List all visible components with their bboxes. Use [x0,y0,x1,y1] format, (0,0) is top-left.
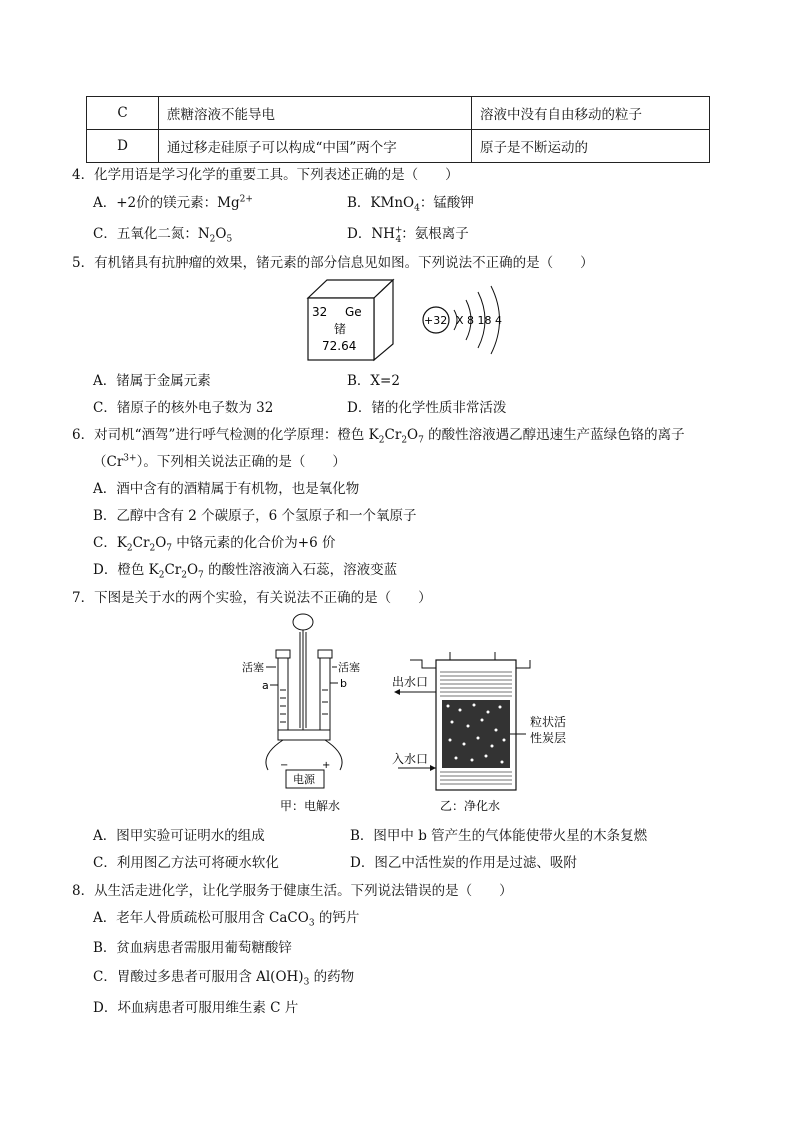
option-text: C．五氧化二氮：N [93,226,210,242]
atomic-number: 32 [312,305,328,319]
question-8-stem: 8．从生活走进化学，让化学服务于健康生活。下列说法错误的是（ ） [72,883,513,899]
question-8-option-c [93,965,354,988]
question-4-option-a [93,191,253,211]
subscript: 2 [181,570,187,581]
stem-text: O [407,427,419,443]
question-6-option-d [93,558,397,581]
stem-text: Cr [384,427,402,443]
figure-caption-yi: 乙：净化水 [440,799,501,813]
option-text: A．+2价的镁元素：Mg [93,195,240,211]
question-6-option-c [93,531,335,554]
question-7-stem: 7．下图是关于水的两个实验，有关说法不正确的是（ ） [72,590,432,606]
plus-sign: + [322,760,331,771]
subscript: 4 [395,234,402,245]
question-8-option-a [93,906,359,929]
element-name: 锗 [334,322,347,336]
option-text: Cr [132,535,150,551]
electron-shells: X 8 18 4 [456,314,503,327]
table-cell: C [87,97,159,130]
question-4-option-b [347,191,474,214]
question-5-option-a: A．锗属于金属元素 [93,373,211,389]
power-supply-label: 电源 [293,773,315,786]
stem-text: （Cr [93,454,124,470]
option-text: O [215,226,227,242]
question-7-option-b: B．图甲中 b 管产生的气体能使带火星的木条复燃 [350,828,648,844]
nucleus-charge: +32 [424,314,448,327]
option-text: O [155,535,167,551]
carbon-layer-label-1: 粒状活 [530,715,567,729]
question-7-option-c: C．利用图乙方法可将硬水软化 [93,855,279,871]
subscript: 2 [149,543,156,554]
question-7-option-d: D．图乙中活性炭的作用是过滤、吸附 [350,855,577,871]
option-text: B．KMnO [347,195,415,211]
question-5-option-d: D．锗的化学性质非常活泼 [347,400,507,416]
option-text: 中铬元素的化合价为+6 价 [172,535,336,551]
water-purifier [390,650,590,820]
option-text: C．胃酸过多患者可服用含 Al(OH) [93,969,304,985]
question-4-option-d [347,222,469,245]
subscript: 5 [226,234,233,245]
subscript: 2 [126,543,133,554]
tube-b-label: b [340,677,347,690]
atom-structure-diagram [423,286,502,354]
table-cell: 原子是不断运动的 [472,130,710,163]
answer-table [86,96,710,163]
table-cell: D [87,130,159,163]
question-6-option-a: A．酒中含有的酒精属于有机物，也是氧化物 [93,481,360,497]
question-6-stem-line1 [72,423,685,446]
subscript: 3 [308,918,315,929]
subscript: 2 [158,570,165,581]
germanium-figure [300,278,530,363]
stem-text: 6．对司机“酒驾”进行呼气检测的化学原理：橙色 K [72,427,379,443]
superscript: 3+ [123,453,137,464]
option-text: 的药物 [309,969,355,985]
question-5-option-b: B．X=2 [347,373,400,389]
question-4-option-c [93,222,232,245]
subscript: 3 [303,977,310,988]
figure-caption-jia: 甲：电解水 [280,799,341,813]
electrolysis-apparatus [240,610,370,818]
question-4-stem: 4．化学用语是学习化学的重要工具。下列表述正确的是（ ） [72,167,459,183]
superscript: 2+ [239,194,253,205]
question-8-option-d: D．坏血病患者可服用维生素 C 片 [93,1000,299,1016]
question-5-stem: 5．有机锗具有抗肿瘤的效果，锗元素的部分信息见如图。下列说法不正确的是（ ） [72,255,594,271]
option-text: ：氨根离子 [401,226,469,242]
question-8-option-b: B．贫血病患者需服用葡萄糖酸锌 [93,940,292,956]
subscript: 2 [401,435,408,446]
minus-sign: − [280,760,289,771]
superscript: + [394,225,403,236]
table-row [87,97,710,130]
question-6-option-b: B．乙醇中含有 2 个碳原子，6 个氢原子和一个氧原子 [93,508,417,524]
option-text: ：锰酸钾 [419,195,474,211]
option-text: 的钙片 [314,910,360,926]
subscript: 7 [166,543,172,554]
option-text: D．橙色 K [93,562,159,578]
subscript: 7 [418,435,424,446]
carbon-layer-label-2: 性炭层 [530,731,567,745]
valve-right-label: 活塞 [338,661,360,674]
option-text: C．K [93,535,127,551]
table-cell: 通过移走硅原子可以构成“中国”两个字 [159,130,472,163]
atomic-mass: 72.64 [322,339,357,353]
subscript: 2 [209,234,216,245]
element-cube [308,280,393,360]
question-5-option-c: C．锗原子的核外电子数为 32 [93,400,274,416]
option-text: D．NH [347,226,395,242]
subscript: 4 [414,203,420,214]
outlet-label: 出水口 [392,675,429,689]
option-text: Cr [164,562,182,578]
table-cell: 蔗糖溶液不能导电 [159,97,472,130]
element-symbol: Ge [345,305,362,319]
stem-text: ）。下列相关说法正确的是（ ） [136,454,346,470]
valve-left-label: 活塞 [242,661,264,674]
subscript: 7 [198,570,204,581]
question-7-option-a: A．图甲实验可证明水的组成 [93,828,265,844]
stem-text: 的酸性溶液遇乙醇迅速生产蓝绿色铬的离子 [423,427,685,443]
question-6-stem-line2 [93,450,346,470]
inlet-label: 入水口 [392,752,429,766]
option-text: A．老年人骨质疏松可服用含 CaCO [93,910,309,926]
option-text: 的酸性溶液滴入石蕊，溶液变蓝 [203,562,398,578]
option-text: O [186,562,199,578]
tube-a-label: a [262,679,269,692]
subscript: 2 [378,435,385,446]
table-cell: 溶液中没有自由移动的粒子 [472,97,710,130]
table-row [87,130,710,163]
